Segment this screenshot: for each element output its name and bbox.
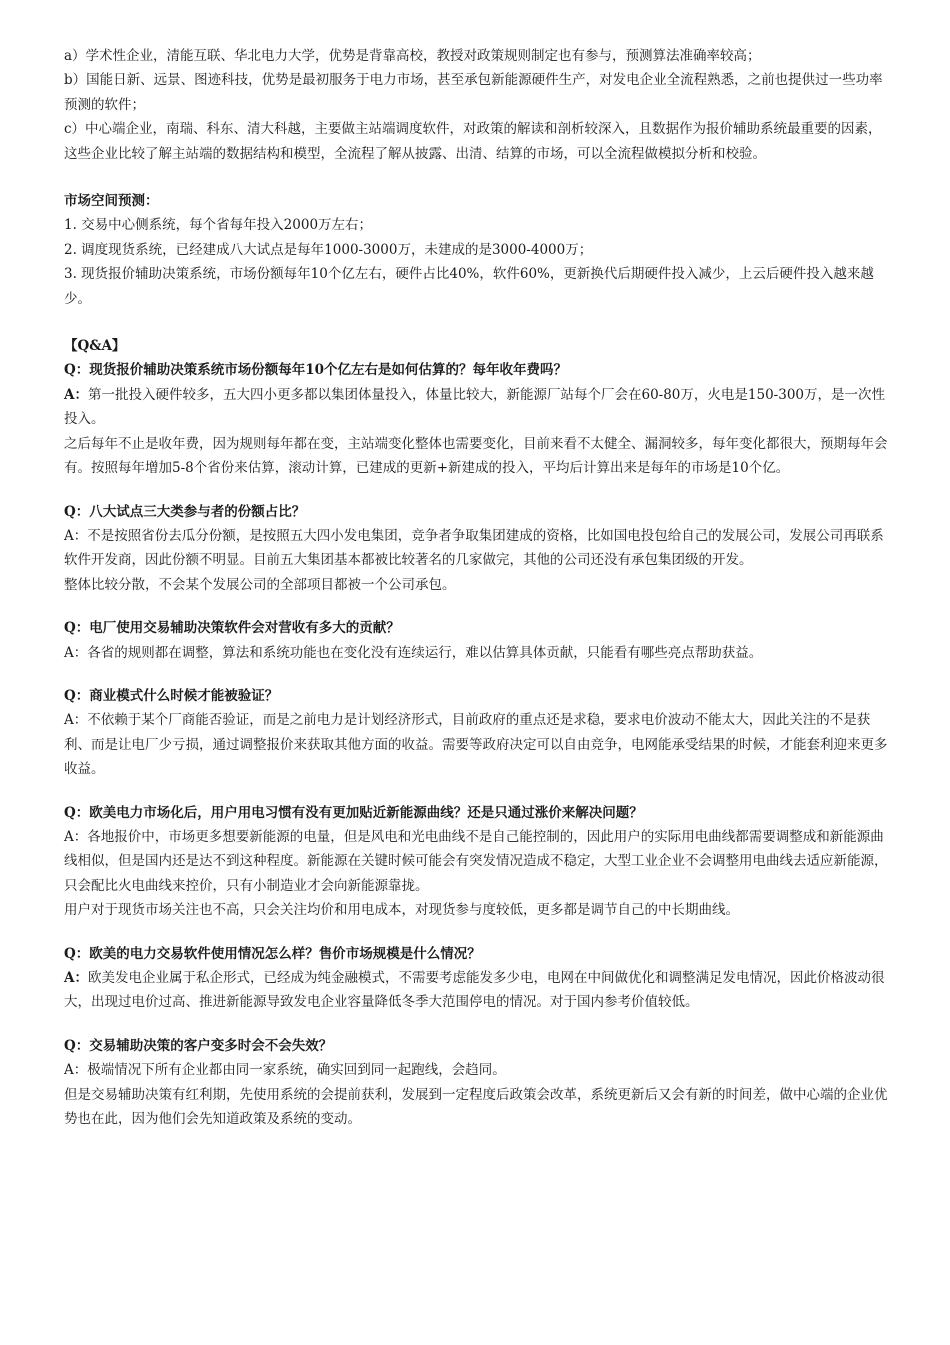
intro-section	[64, 44, 888, 166]
answer-prefix: A：	[64, 644, 88, 661]
question: Q：交易辅助决策的客户变多时会不会失效？	[64, 1037, 333, 1054]
answer-prefix: A：	[64, 1062, 88, 1079]
answer-text: 极端情况下所有企业都由同一家系统，确实回到同一起跑线，会趋同。	[87, 1062, 506, 1079]
qa-item-5	[64, 801, 888, 923]
answer	[64, 966, 888, 1015]
question: Q：商业模式什么时候才能被验证？	[64, 687, 279, 704]
answer-text: 各地报价中，市场更多想要新能源的电量，但是风电和光电曲线不是自己能控制的，因此用户的实际用电曲线都需要调整成和新能源曲线相似，但是国内还是达不到这种程度。新能源在关键时候可能会有突发情况造成不稳定，大型工业企业不会调整用电曲线去适应新能源，只会配比火电曲线来控价，只有小制造业才会向新能源靠拢。	[64, 828, 888, 894]
question: Q：现货报价辅助决策系统市场份额每年10个亿左右是如何估算的？每年收年费吗？	[64, 362, 568, 379]
answer-text: 不是按照省份去瓜分份额，是按照五大四小发电集团，竞争者争取集团建成的资格，比如国电投包给自己的发展公司，发展公司再联系软件开发商，因此份额不明显。目前五大集团基本都被比较著名的几家做完，其他的公司还没有承包集团级的开发。	[64, 527, 884, 569]
question: Q：电厂使用交易辅助决策软件会对营收有多大的贡献？	[64, 620, 400, 637]
answer	[64, 383, 888, 432]
intro-item-b: b）国能日新、远景、图迹科技，优势是最初服务于电力市场，甚至承包新能源硬件生产，对发电企业全流程熟悉，之前也提供过一些功率预测的软件；	[64, 72, 883, 113]
qa-item-1	[64, 358, 888, 480]
document-page	[64, 44, 888, 1131]
question: Q：欧美电力市场化后，用户用电习惯有没有更加贴近新能源曲线？还是只通过涨价来解决问题？	[64, 804, 643, 821]
answer	[64, 1058, 888, 1082]
answer-prefix: A：	[64, 527, 88, 544]
answer-text: 欧美发电企业属于私企形式，已经成为纯金融模式，不需要考虑能发多少电，电网在中间做优化和调整满足发电情况，因此价格波动很大，出现过电价过高、推进新能源导致发电企业容量降低冬季大范围停电的情况。对于国内参考价值较低。	[64, 970, 885, 1011]
qa-item-2	[64, 500, 888, 598]
answer-extra: 但是交易辅助决策有红利期，先使用系统的会提前获利，发展到一定程度后政策会改革，系统更新后又会有新的时间差，做中心端的企业优势也在此，因为他们会先知道政策及系统的变动。	[64, 1086, 888, 1128]
qa-heading: 【Q&A】	[64, 338, 126, 355]
question: Q：八大试点三大类参与者的份额占比？	[64, 503, 306, 520]
intro-item-a: a）学术性企业，清能互联、华北电力大学，优势是背靠高校，教授对政策规则制定也有参与，预测算法准确率较高；	[64, 48, 761, 64]
answer-text: 第一批投入硬件较多，五大四小更多都以集团体量投入，体量比较大，新能源厂站每个厂会在60-80万，火电是150-300万，是一次性投入。	[64, 386, 885, 428]
qa-section	[64, 334, 888, 1131]
answer-prefix: A：	[64, 828, 88, 845]
answer	[64, 825, 888, 898]
market-section	[64, 189, 888, 311]
answer-extra: 整体比较分散，不会某个发展公司的全部项目都被一个公司承包。	[64, 576, 456, 593]
market-item-1: 1. 交易中心侧系统，每个省每年投入2000万左右；	[64, 217, 373, 234]
qa-item-3	[64, 616, 888, 665]
answer-text: 各省的规则都在调整，算法和系统功能也在变化没有连续运行，难以估算具体贡献，只能看有哪些亮点帮助获益。	[87, 644, 763, 661]
answer	[64, 708, 888, 781]
answer-prefix: A：	[64, 712, 88, 729]
answer	[64, 641, 888, 665]
qa-item-6	[64, 942, 888, 1015]
qa-item-7	[64, 1034, 888, 1132]
question: Q：欧美的电力交易软件使用情况怎么样？售价市场规模是什么情况？	[64, 945, 481, 962]
qa-item-4	[64, 684, 888, 782]
answer-extra: 用户对于现货市场关注也不高，只会关注均价和用电成本，对现货参与度较低，更多都是调节自己的中长期曲线。	[64, 902, 739, 919]
answer-prefix: A：	[64, 386, 88, 403]
answer-text: 不依赖于某个厂商能否验证，而是之前电力是计划经济形式，目前政府的重点还是求稳，要求电价波动不能太大，因此关注的不是获利、而是让电厂少亏损，通过调整报价来获取其他方面的收益。需要等政府决定可以自由竞争，电网能承受结果的时候，才能套利迎来更多收益。	[64, 712, 888, 778]
answer-extra: 之后每年不止是收年费，因为规则每年都在变，主站端变化整体也需要变化，目前来看不太健全、漏洞较多，每年变化都很大，预期每年会有。按照每年增加5-8个省份来估算，滚动计算，已建成的更新+新建成的投入，平均后计算出来是每年的市场是10个亿。	[64, 435, 888, 477]
answer	[64, 524, 888, 573]
answer-prefix: A：	[64, 970, 88, 986]
market-heading: 市场空间预测：	[64, 193, 159, 210]
market-item-3: 3. 现货报价辅助决策系统，市场份额每年10个亿左右，硬件占比40%，软件60%，更新换代后期硬件投入减少，上云后硬件投入越来越少。	[64, 266, 874, 307]
intro-item-c: c）中心端企业，南瑞、科东、清大科越，主要做主站端调度软件，对政策的解读和剖析较深入，且数据作为报价辅助系统最重要的因素，这些企业比较了解主站端的数据结构和模型，全流程了解从披露、出清、结算的市场，可以全流程做模拟分析和校验。	[64, 121, 882, 162]
market-item-2: 2. 调度现货系统，已经建成八大试点是每年1000-3000万，未建成的是3000-4000万；	[64, 241, 593, 258]
